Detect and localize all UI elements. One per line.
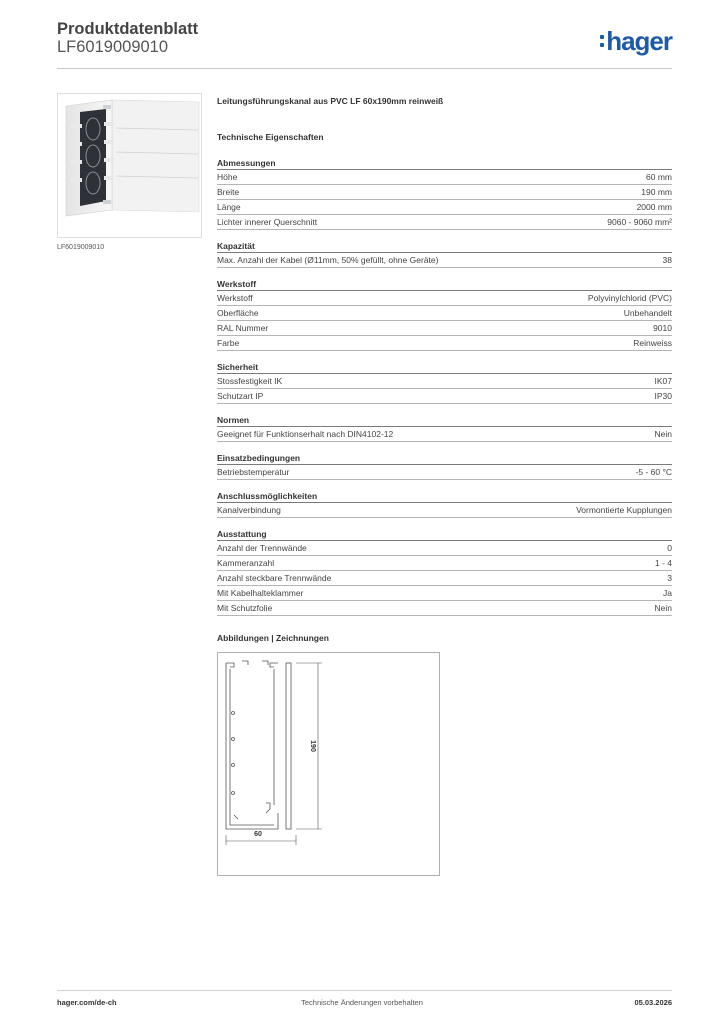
spec-label: Höhe: [217, 172, 238, 182]
width-dimension: 60: [254, 831, 262, 838]
spec-label: Oberfläche: [217, 308, 259, 318]
footer-website[interactable]: hager.com/de-ch: [57, 998, 117, 1007]
spec-label: Schutzart IP: [217, 391, 264, 401]
spec-value: Unbehandelt: [623, 308, 672, 318]
spec-value: 2000 mm: [636, 202, 672, 212]
section-title: Ausstattung: [217, 528, 672, 541]
spec-section: [217, 240, 672, 268]
spec-label: Werkstoff: [217, 293, 253, 303]
spec-section: [217, 361, 672, 404]
spec-label: RAL Nummer: [217, 323, 269, 333]
spec-value: 3: [667, 573, 672, 583]
spec-label: Kammeranzahl: [217, 558, 275, 568]
spec-value: Reinweiss: [633, 338, 672, 348]
spec-value: IP30: [654, 391, 672, 401]
spec-value: Ja: [663, 588, 672, 598]
footer-notice: Technische Änderungen vorbehalten: [301, 998, 423, 1007]
spec-row: [217, 389, 672, 404]
section-title: Kapazität: [217, 240, 672, 253]
spec-label: Stossfestigkeit IK: [217, 376, 283, 386]
hager-logo: [600, 27, 672, 55]
cable-duct-photo-icon: [58, 94, 201, 237]
spec-section: [217, 490, 672, 518]
spec-row: [217, 321, 672, 336]
duct-cross-section-drawing: [218, 653, 439, 875]
spec-label: Betriebstemperatur: [217, 467, 290, 477]
section-title: Anschlussmöglichkeiten: [217, 490, 672, 503]
spec-row: [217, 465, 672, 480]
spec-value: 38: [662, 255, 672, 265]
spec-label: Länge: [217, 202, 241, 212]
section-title: Normen: [217, 414, 672, 427]
spec-label: Mit Kabelhalteklammer: [217, 588, 304, 598]
spec-section: [217, 157, 672, 230]
spec-section: [217, 452, 672, 480]
document-title: Produktdatenblatt: [57, 20, 199, 38]
spec-row: [217, 185, 672, 200]
spec-section: [217, 414, 672, 442]
spec-value: IK07: [654, 376, 672, 386]
spec-section: [217, 278, 672, 351]
spec-label: Breite: [217, 187, 240, 197]
section-title: Sicherheit: [217, 361, 672, 374]
spec-label: Kanalverbindung: [217, 505, 281, 515]
logo-text: hager: [606, 26, 672, 56]
spec-value: Nein: [654, 429, 672, 439]
height-dimension: 190: [309, 740, 316, 752]
spec-label: Geeignet für Funktionserhalt nach DIN4102-12: [217, 429, 394, 439]
spec-label: Lichter innerer Querschnitt: [217, 217, 318, 227]
spec-row: [217, 253, 672, 268]
spec-row: [217, 541, 672, 556]
spec-section: [217, 528, 672, 616]
spec-value: Polyvinylchlorid (PVC): [587, 293, 672, 303]
spec-row: [217, 601, 672, 616]
article-number: LF6019009010: [57, 38, 169, 56]
spec-row: [217, 586, 672, 601]
spec-sections: [217, 157, 672, 616]
photo-caption: LF6019009010: [57, 244, 105, 251]
spec-label: Farbe: [217, 338, 240, 348]
spec-row: [217, 306, 672, 321]
spec-label: Anzahl steckbare Trennwände: [217, 573, 332, 583]
spec-row: [217, 200, 672, 215]
spec-value: Vormontierte Kupplungen: [576, 505, 672, 515]
spec-value: Nein: [654, 603, 672, 613]
section-title: Einsatzbedingungen: [217, 452, 672, 465]
spec-row: [217, 374, 672, 389]
footer-date: 05.03.2026: [634, 998, 672, 1007]
drawings-heading: Abbildungen | Zeichnungen: [217, 633, 329, 643]
spec-value: -5 - 60 °C: [635, 467, 672, 477]
spec-row: [217, 571, 672, 586]
spec-row: [217, 170, 672, 185]
spec-row: [217, 336, 672, 351]
section-title: Abmessungen: [217, 157, 672, 170]
spec-value: 190 mm: [641, 187, 672, 197]
header-divider: [57, 68, 672, 69]
footer-divider: [57, 990, 672, 991]
spec-value: 60 mm: [646, 172, 672, 182]
spec-label: Max. Anzahl der Kabel (Ø11mm, 50% gefüllt, ohne Geräte): [217, 255, 439, 265]
spec-value: 0: [667, 543, 672, 553]
product-name: Leitungsführungskanal aus PVC LF 60x190mm reinweiß: [217, 96, 444, 106]
product-photo: [57, 93, 202, 238]
spec-row: [217, 503, 672, 518]
spec-row: [217, 427, 672, 442]
spec-label: Anzahl der Trennwände: [217, 543, 307, 553]
spec-value: 1 - 4: [654, 558, 672, 568]
spec-row: [217, 556, 672, 571]
technical-drawing: [217, 652, 440, 876]
technical-properties-heading: Technische Eigenschaften: [217, 132, 324, 142]
logo-colon-icon: [600, 35, 604, 47]
spec-label: Mit Schutzfolie: [217, 603, 273, 613]
specifications-content: [217, 95, 672, 626]
section-title: Werkstoff: [217, 278, 672, 291]
spec-row: [217, 291, 672, 306]
spec-value: 9010: [653, 323, 672, 333]
spec-value: 9060 - 9060 mm²: [607, 217, 672, 227]
spec-row: [217, 215, 672, 230]
